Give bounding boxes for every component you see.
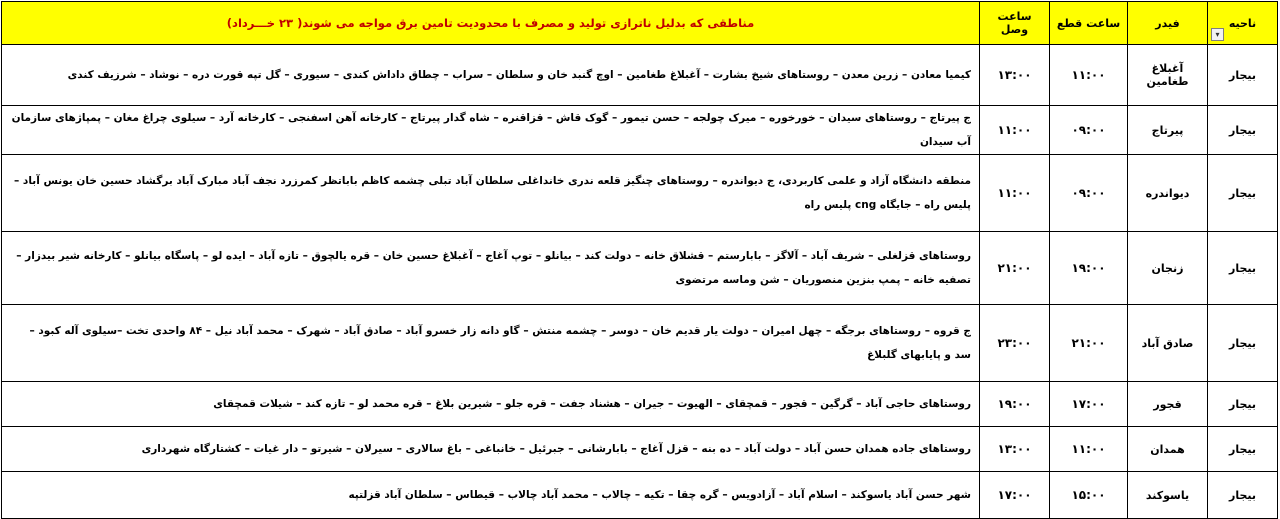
table-row (2, 106, 1278, 155)
connect-time-cell: ۲۱:۰۰ (980, 232, 1050, 305)
district-cell: بیجار (1208, 382, 1278, 427)
district-cell: بیجار (1208, 155, 1278, 232)
feeder-cell: یاسوکند (1128, 472, 1208, 519)
table-row (2, 155, 1278, 232)
areas-cell: روستاهای حاجی آباد – گرگین – قجور – قمچقای – الهیوت – جیران – هشناد جفت – قره جلو – شیرین بلاغ – قره محمد لو – تازه کند – شیلات قمچقای (2, 382, 980, 427)
areas-cell: ج قروه – روستاهای برجگه – چهل امیران – دولت یار قدیم خان – دوسر – چشمه منتش – گاو دانه زار خسرو آباد – صادق آباد – شهرک – محمد آباد نیل – ۸۴ واحدی تخت –سیلوی آله کبود – سد و پایابهای گلبلاغ (2, 305, 980, 382)
areas-cell: کیمیا معادن – زرین معدن – روستاهای شیخ بشارت – آغبلاغ طغامین – اوچ گنبد خان و سلطان – سراب – چطاق داداش کندی – سیوری – گل تپه قورت دره – نوشاد – شرزیف کندی (2, 45, 980, 106)
areas-cell: روستاهای قزلغلی – شریف آباد – آلاگز – بابارستم – قشلاق خانه – دولت کند – بیانلو – توپ آغاج – آغبلاغ حسین خان – قره یالچوق – تازه آباد – ایده لو – پاسگاه بیانلو – کارخانه شیر بیدزار – تصفیه خانه – پمپ بنزین منصوریان – شن وماسه مرتضوی (2, 232, 980, 305)
district-cell: بیجار (1208, 305, 1278, 382)
table-row (2, 305, 1278, 382)
district-header[interactable]: ناحیه ▾ (1208, 2, 1278, 45)
cut-time-cell: ۱۹:۰۰ (1050, 232, 1128, 305)
feeder-cell: زنجان (1128, 232, 1208, 305)
district-cell: بیجار (1208, 427, 1278, 472)
feeder-cell: صادق آباد (1128, 305, 1208, 382)
cut-time-cell: ۲۱:۰۰ (1050, 305, 1128, 382)
outage-table (1, 1, 1278, 519)
connect-time-cell: ۲۳:۰۰ (980, 305, 1050, 382)
feeder-header: فیدر (1128, 2, 1208, 45)
connect-time-cell: ۱۷:۰۰ (980, 472, 1050, 519)
district-cell: بیجار (1208, 106, 1278, 155)
areas-cell: ج پیرتاج – روستاهای سیدان – خورخوره – میرک چولجه – حسن تیمور – گوک قاش – قزاقنره – شاه گدار پیرتاج – کارخانه آهن اسفنجی – کارخانه آرد – سیلوی چراغ مغان – پمپاژهای سازمان آب سیدان (2, 106, 980, 155)
cut-time-cell: ۰۹:۰۰ (1050, 155, 1128, 232)
feeder-cell: همدان (1128, 427, 1208, 472)
connect-time-cell: ۱۱:۰۰ (980, 106, 1050, 155)
district-cell: بیجار (1208, 232, 1278, 305)
table-row (2, 45, 1278, 106)
header-row (2, 2, 1278, 45)
table-row (2, 427, 1278, 472)
connect-time-header: ساعت وصل (980, 2, 1050, 45)
areas-cell: شهر حسن آباد یاسوکند – اسلام آباد – آزادویس – گره چقا – تکیه – چالاب – محمد آباد چالاب – قیطاس – سلطان آباد قزلتپه (2, 472, 980, 519)
district-cell: بیجار (1208, 45, 1278, 106)
table-row (2, 382, 1278, 427)
connect-time-cell: ۱۳:۰۰ (980, 427, 1050, 472)
outage-schedule-sheet (0, 1, 1280, 519)
cut-time-cell: ۱۷:۰۰ (1050, 382, 1128, 427)
table-row (2, 472, 1278, 519)
cut-time-cell: ۱۱:۰۰ (1050, 45, 1128, 106)
cut-time-cell: ۰۹:۰۰ (1050, 106, 1128, 155)
feeder-cell: پیرتاج (1128, 106, 1208, 155)
feeder-cell: آغبلاغ طغامین (1128, 45, 1208, 106)
areas-cell: منطقه دانشگاه آزاد و علمی کاربردی، ج دیواندره – روستاهای چنگیز قلعه ندری خانداغلی سلطان آباد تبلی چشمه کاظم باباتظر کمرزرد نجف آباد مبارک آباد برگشاد حسین خان یونس آباد – پلیس راه – جایگاه cng پلیس راه (2, 155, 980, 232)
areas-header: مناطقی که بدلیل ناترازی تولید و مصرف با محدودیت تامین برق مواجه می شوند( ۲۳ خـــرداد) (2, 2, 980, 45)
district-cell: بیجار (1208, 472, 1278, 519)
areas-cell: روستاهای جاده همدان حسن آباد – دولت آباد – ده بنه – قزل آغاج – بابارشانی – جبرئیل – خانباغی – باغ سالاری – سیرلان – شیرتو – دار غیات – کشتارگاه شهرداری (2, 427, 980, 472)
cut-time-cell: ۱۵:۰۰ (1050, 472, 1128, 519)
connect-time-cell: ۱۱:۰۰ (980, 155, 1050, 232)
cut-time-header: ساعت قطع (1050, 2, 1128, 45)
connect-time-cell: ۱۹:۰۰ (980, 382, 1050, 427)
filter-dropdown-icon[interactable]: ▾ (1211, 28, 1224, 41)
cut-time-cell: ۱۱:۰۰ (1050, 427, 1128, 472)
feeder-cell: قجور (1128, 382, 1208, 427)
feeder-cell: دیواندره (1128, 155, 1208, 232)
connect-time-cell: ۱۳:۰۰ (980, 45, 1050, 106)
table-row (2, 232, 1278, 305)
